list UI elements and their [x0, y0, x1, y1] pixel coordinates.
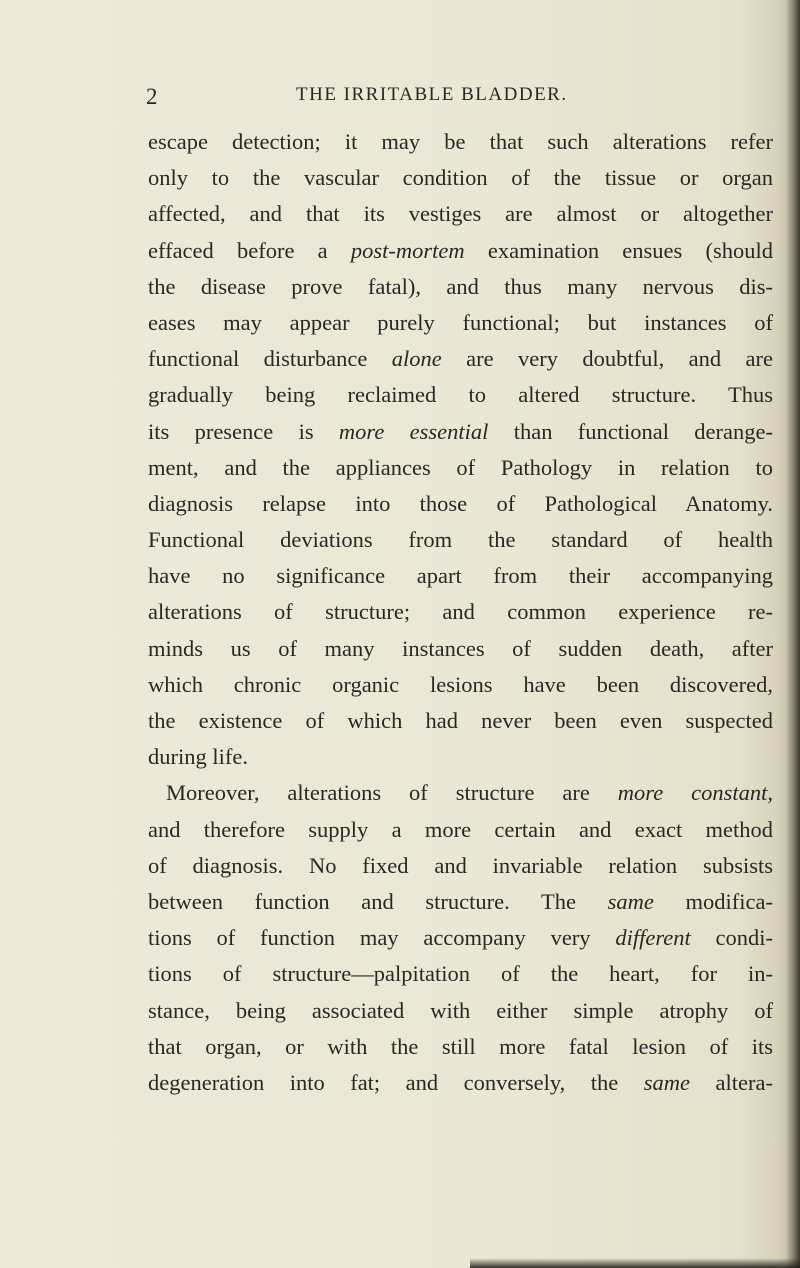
text-line [148, 522, 773, 558]
text-segment: condi- [690, 925, 773, 951]
text-segment: escape detection; it may be that such alterations refer [148, 129, 773, 154]
text-line [148, 269, 773, 305]
text-line [148, 305, 773, 341]
text-line [148, 956, 773, 992]
italic-text: different [615, 925, 691, 951]
text-segment: the existence of which had never been even suspected [148, 708, 773, 733]
page-header [146, 84, 766, 114]
text-line [148, 775, 773, 811]
text-segment: stance, being associated with either simple atrophy of [148, 997, 773, 1023]
text-segment: are very doubtful, and are [441, 346, 773, 372]
italic-text: same [607, 888, 654, 914]
text-line [148, 124, 773, 160]
text-segment: alterations of structure; and common experience re- [148, 599, 773, 625]
text-line [148, 1065, 773, 1101]
text-line [148, 667, 773, 703]
body-text [148, 124, 773, 1101]
text-line [148, 558, 773, 594]
running-title: THE IRRITABLE BLADDER. [296, 84, 568, 105]
text-line [148, 1029, 773, 1065]
text-line [148, 196, 773, 232]
page-edge-shadow [786, 0, 800, 1268]
text-segment: Functional deviations from the standard of health [148, 527, 773, 553]
text-line [148, 377, 773, 413]
text-segment: between function and structure. The [148, 888, 608, 914]
text-segment: effaced before a [148, 237, 351, 263]
italic-text: same [643, 1069, 691, 1095]
text-segment: degeneration into fat; and conversely, the [148, 1069, 644, 1095]
text-segment: and therefore supply a more certain and exact method [148, 816, 773, 842]
italic-text: alone [391, 346, 442, 372]
text-line [148, 739, 773, 775]
italic-text: more constant, [617, 780, 773, 806]
text-segment: gradually being reclaimed to altered structure. Thus [148, 382, 773, 408]
text-segment: Moreover, alterations of structure are [166, 780, 618, 806]
text-line [148, 486, 773, 522]
text-segment: functional disturbance [148, 346, 392, 372]
text-segment: of diagnosis. No fixed and invariable relation subsists [148, 852, 773, 878]
text-segment: eases may appear purely functional; but instances of [148, 309, 773, 335]
text-line [148, 233, 773, 269]
page-number: 2 [146, 84, 158, 109]
text-segment: altera- [690, 1069, 773, 1095]
text-segment: its presence is [148, 418, 339, 444]
text-segment: that organ, or with the still more fatal lesion of its [148, 1033, 773, 1059]
text-segment: diagnosis relapse into those of Pathological Anatomy. [148, 490, 773, 516]
text-segment: only to the vascular condition of the tissue or organ [148, 165, 773, 191]
text-segment: examination ensues (should [464, 237, 773, 263]
text-line [148, 848, 773, 884]
italic-text: more essential [338, 418, 489, 444]
text-line [148, 414, 773, 450]
text-line [148, 920, 773, 956]
text-line [148, 594, 773, 630]
text-segment: the disease prove fatal), and thus many nervous dis- [148, 273, 773, 299]
text-line [148, 631, 773, 667]
text-line [148, 703, 773, 739]
text-segment: have no significance apart from their accompanying [148, 563, 773, 589]
text-line [148, 341, 773, 377]
bottom-edge-shadow [470, 1258, 800, 1268]
text-line [148, 812, 773, 848]
text-line [148, 160, 773, 196]
text-line [148, 884, 773, 920]
text-line [148, 450, 773, 486]
text-segment: during life. [148, 744, 248, 770]
text-segment: minds us of many instances of sudden death, after [148, 635, 773, 661]
text-segment: affected, and that its vestiges are almost or altogether [148, 201, 773, 227]
text-segment: than functional derange- [488, 418, 773, 444]
text-segment: tions of function may accompany very [148, 925, 616, 951]
italic-text: post-mortem [350, 237, 465, 263]
text-segment: which chronic organic lesions have been discovered, [148, 671, 773, 697]
text-line [148, 993, 773, 1029]
text-segment: ment, and the appliances of Pathology in relation to [148, 454, 773, 480]
text-segment: tions of structure—palpitation of the heart, for in- [148, 961, 773, 987]
text-segment: modifica- [653, 888, 773, 914]
